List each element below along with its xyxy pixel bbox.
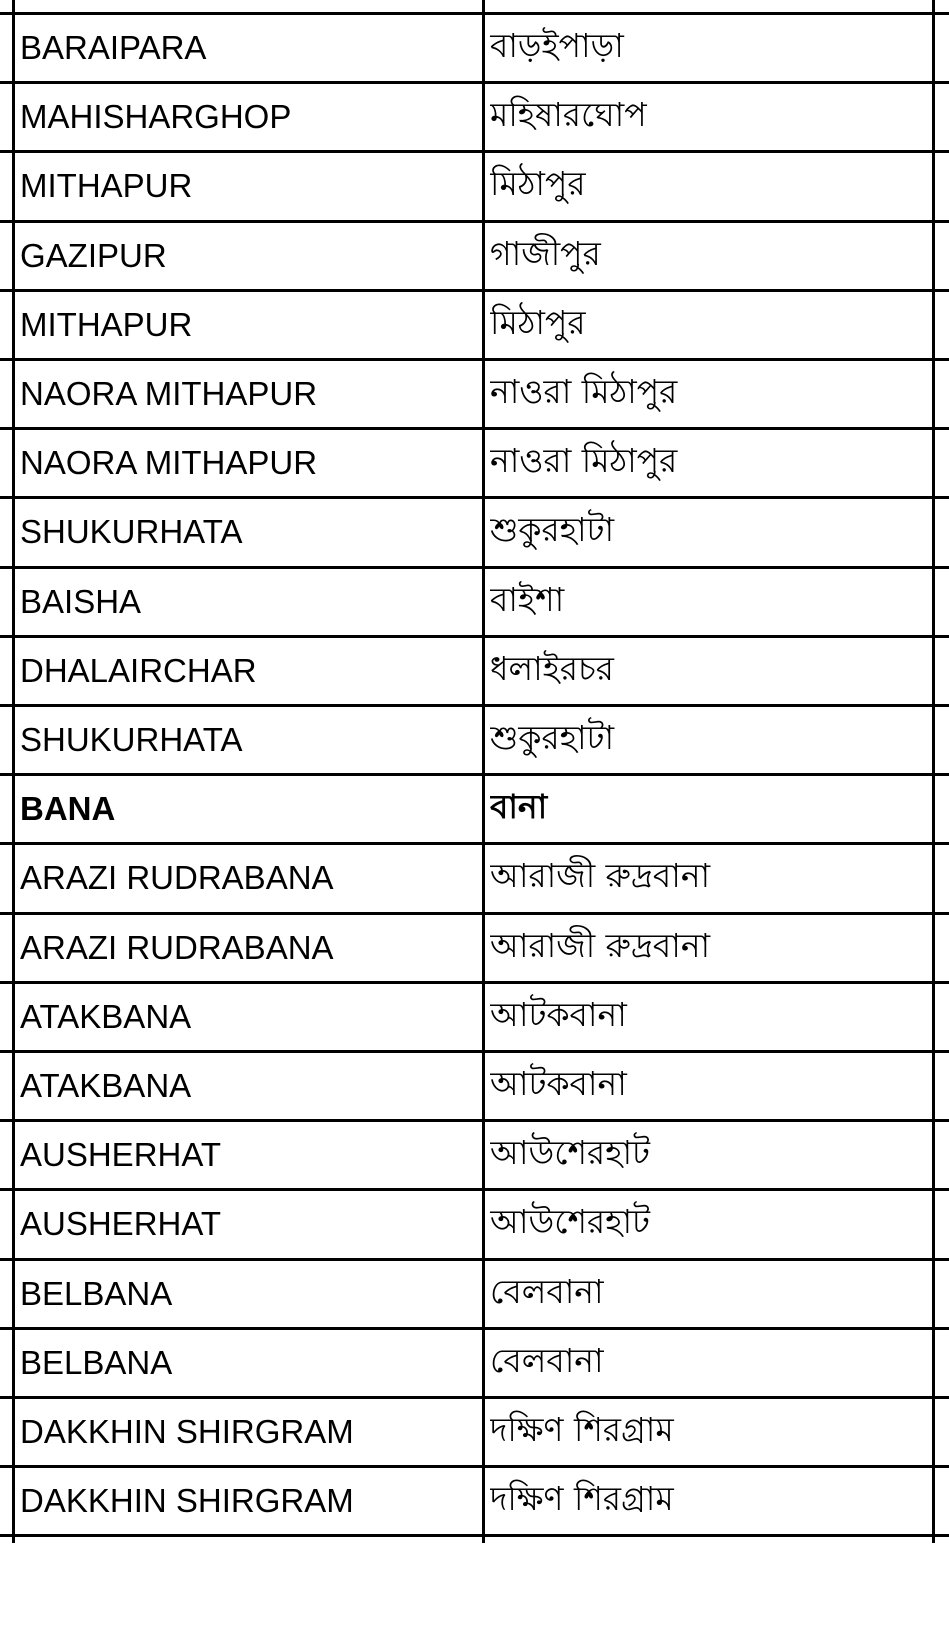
english-name-cell: ATAKBANA xyxy=(20,1067,192,1104)
row-rule xyxy=(0,1534,949,1537)
bengali-name-cell: বেলবানা xyxy=(490,1272,604,1311)
column-rule-2 xyxy=(932,0,935,1543)
bengali-name-cell: আউশেরহাট xyxy=(490,1133,651,1172)
english-name-cell: MITHAPUR xyxy=(20,306,193,343)
english-name-cell: NAORA MITHAPUR xyxy=(20,375,318,412)
english-name-cell: DAKKHIN SHIRGRAM xyxy=(20,1413,354,1450)
english-name-cell: BAISHA xyxy=(20,583,142,620)
bengali-name-cell: গাজীপুর xyxy=(490,234,601,273)
column-rule-1 xyxy=(482,0,485,1543)
bengali-name-cell: মিঠাপুর xyxy=(490,303,586,342)
english-name-cell: AUSHERHAT xyxy=(20,1136,222,1173)
english-name-cell: ARAZI RUDRABANA xyxy=(20,859,334,896)
bengali-name-cell: নাওরা মিঠাপুর xyxy=(490,372,678,411)
bengali-name-cell: আউশেরহাট xyxy=(490,1202,651,1241)
english-name-cell: BARAIPARA xyxy=(20,29,207,66)
bengali-name-cell: শুকুরহাটা xyxy=(490,718,615,757)
english-name-cell: BANA xyxy=(20,790,116,827)
english-name-cell: ARAZI RUDRABANA xyxy=(20,929,334,966)
english-name-cell: MAHISHARGHOP xyxy=(20,98,292,135)
bengali-name-cell: আরাজী রুদ্রবানা xyxy=(490,856,711,895)
bengali-name-cell: মহিষারঘোপ xyxy=(490,95,647,134)
bengali-name-cell: আটকবানা xyxy=(490,1064,627,1103)
english-name-cell: MITHAPUR xyxy=(20,167,193,204)
bengali-name-cell: নাওরা মিঠাপুর xyxy=(490,441,678,480)
bengali-name-cell: বানা xyxy=(490,787,548,826)
english-name-cell: SHUKURHATA xyxy=(20,513,243,550)
bengali-name-cell: ধলাইরচর xyxy=(490,649,614,688)
bengali-name-cell: দক্ষিণ শিরগ্রাম xyxy=(490,1410,674,1449)
english-name-cell: DHALAIRCHAR xyxy=(20,652,257,689)
english-name-cell: BELBANA xyxy=(20,1344,173,1381)
bengali-name-cell: বাইশা xyxy=(490,580,565,619)
column-rule-0 xyxy=(12,0,15,1543)
bengali-name-cell: বাড়ইপাড়া xyxy=(490,26,624,65)
bengali-name-cell: মিঠাপুর xyxy=(490,164,586,203)
english-name-cell: AUSHERHAT xyxy=(20,1205,222,1242)
bengali-name-cell: দক্ষিণ শিরগ্রাম xyxy=(490,1479,674,1518)
english-name-cell: DAKKHIN SHIRGRAM xyxy=(20,1482,354,1519)
english-name-cell: ATAKBANA xyxy=(20,998,192,1035)
english-name-cell: NAORA MITHAPUR xyxy=(20,444,318,481)
bengali-name-cell: আটকবানা xyxy=(490,995,627,1034)
english-name-cell: SHUKURHATA xyxy=(20,721,243,758)
bengali-name-cell: শুকুরহাটা xyxy=(490,510,615,549)
bengali-name-cell: বেলবানা xyxy=(490,1341,604,1380)
english-name-cell: GAZIPUR xyxy=(20,237,167,274)
bengali-name-cell: আরাজী রুদ্রবানা xyxy=(490,926,711,965)
english-name-cell: BELBANA xyxy=(20,1275,173,1312)
